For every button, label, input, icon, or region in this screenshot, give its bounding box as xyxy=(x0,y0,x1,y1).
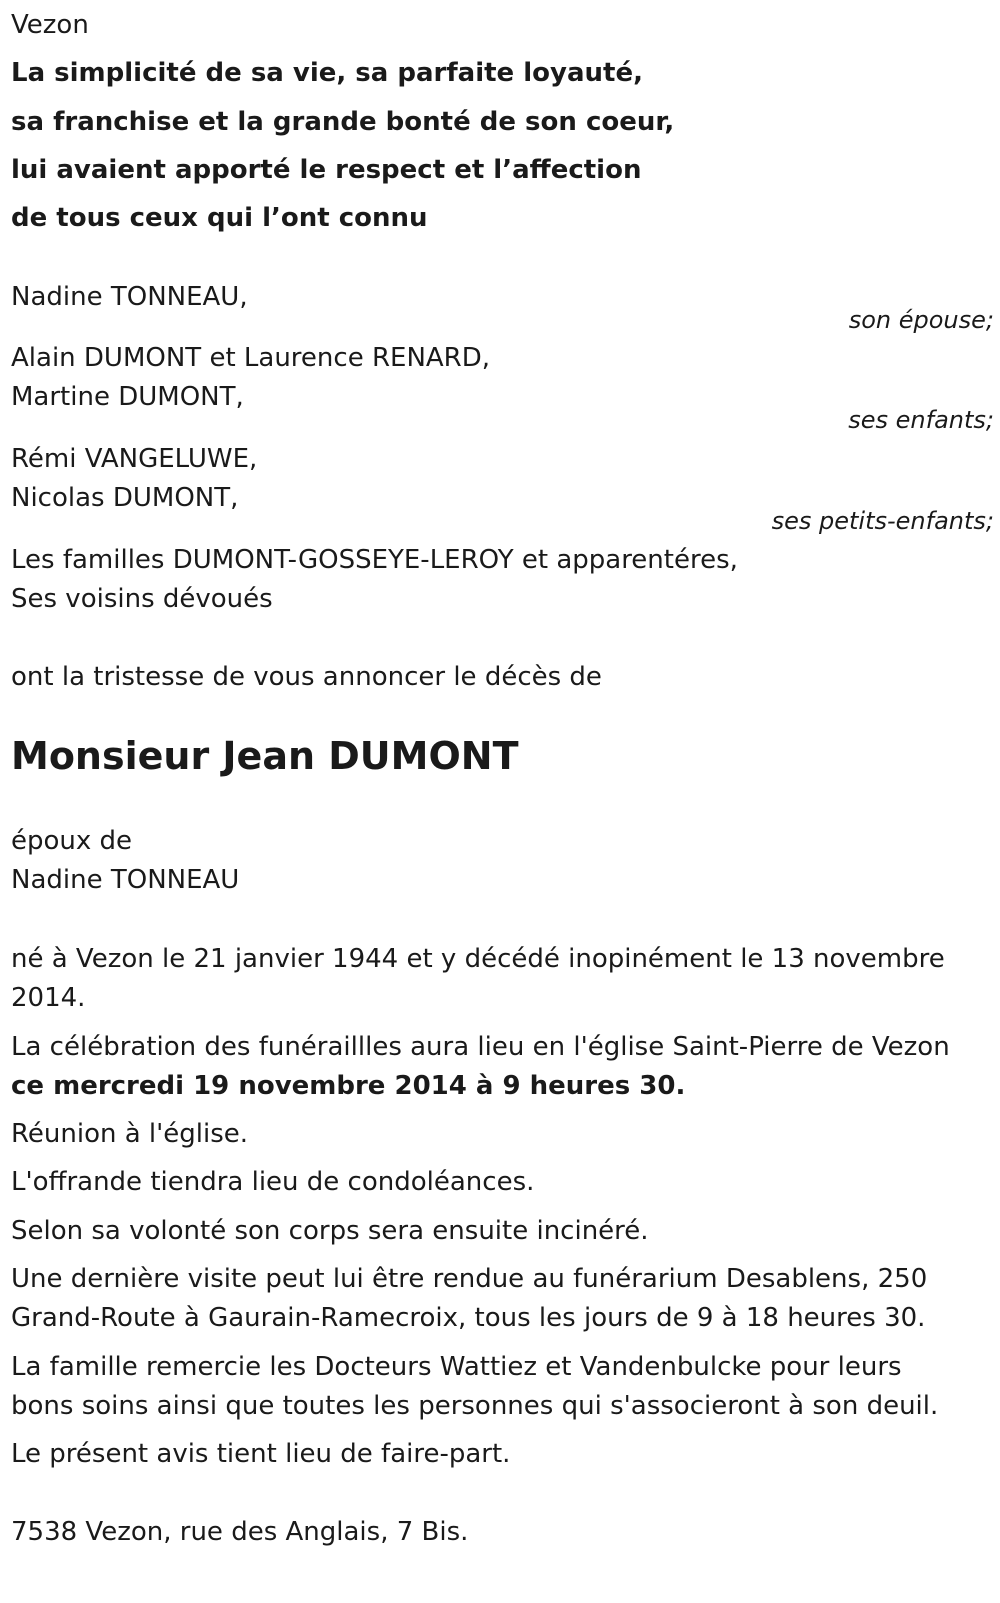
visit-note: Grand-Route à Gaurain-Ramecroix, tous les jours de 9 à 18 heures 30. xyxy=(11,1303,926,1333)
child-name: Martine DUMONT, xyxy=(11,382,244,412)
spouse-relation: son épouse; xyxy=(848,306,994,334)
thanks-note: bons soins ainsi que toutes les personnes qui s'associeront à son deuil. xyxy=(11,1391,939,1421)
spouse-of-name: Nadine TONNEAU xyxy=(11,865,240,895)
other-family: Ses voisins dévoués xyxy=(11,584,273,614)
spouse-of-label: époux de xyxy=(11,826,133,856)
grandchild-name: Rémi VANGELUWE, xyxy=(11,444,258,474)
children-relation: ses enfants; xyxy=(848,406,994,434)
ceremony-place: La célébration des funéraillles aura lieu en l'église Saint-Pierre de Vezon xyxy=(11,1032,950,1062)
quote-line: lui avaient apporté le respect et l’affection xyxy=(11,155,642,185)
offering-note: L'offrande tiendra lieu de condoléances. xyxy=(11,1167,535,1197)
faire-part-note: Le présent avis tient lieu de faire-part. xyxy=(11,1439,511,1469)
child-name: Alain DUMONT et Laurence RENARD, xyxy=(11,343,491,373)
thanks-note: La famille remercie les Docteurs Wattiez et Vandenbulcke pour leurs xyxy=(11,1352,902,1382)
ceremony-date: ce mercredi 19 novembre 2014 à 9 heures 30. xyxy=(11,1071,686,1101)
place-heading: Vezon xyxy=(11,10,89,40)
quote-line: La simplicité de sa vie, sa parfaite loyauté, xyxy=(11,58,643,88)
grandchild-name: Nicolas DUMONT, xyxy=(11,483,239,513)
quote-line: de tous ceux qui l’ont connu xyxy=(11,203,428,233)
spouse-name: Nadine TONNEAU, xyxy=(11,282,248,312)
birth-death-line: 2014. xyxy=(11,983,86,1013)
meeting-note: Réunion à l'église. xyxy=(11,1119,249,1149)
visit-note: Une dernière visite peut lui être rendue au funérarium Desablens, 250 xyxy=(11,1264,928,1294)
grandchildren-relation: ses petits-enfants; xyxy=(771,507,994,535)
cremation-note: Selon sa volonté son corps sera ensuite incinéré. xyxy=(11,1216,649,1246)
announcement: ont la tristesse de vous annoncer le décès de xyxy=(11,662,602,692)
other-family: Les familles DUMONT-GOSSEYE-LEROY et apparentéres, xyxy=(11,545,738,575)
birth-death-line: né à Vezon le 21 janvier 1944 et y décédé inopinément le 13 novembre xyxy=(11,944,945,974)
deceased-name: Monsieur Jean DUMONT xyxy=(11,734,519,778)
quote-line: sa franchise et la grande bonté de son coeur, xyxy=(11,107,675,137)
address: 7538 Vezon, rue des Anglais, 7 Bis. xyxy=(11,1517,469,1547)
